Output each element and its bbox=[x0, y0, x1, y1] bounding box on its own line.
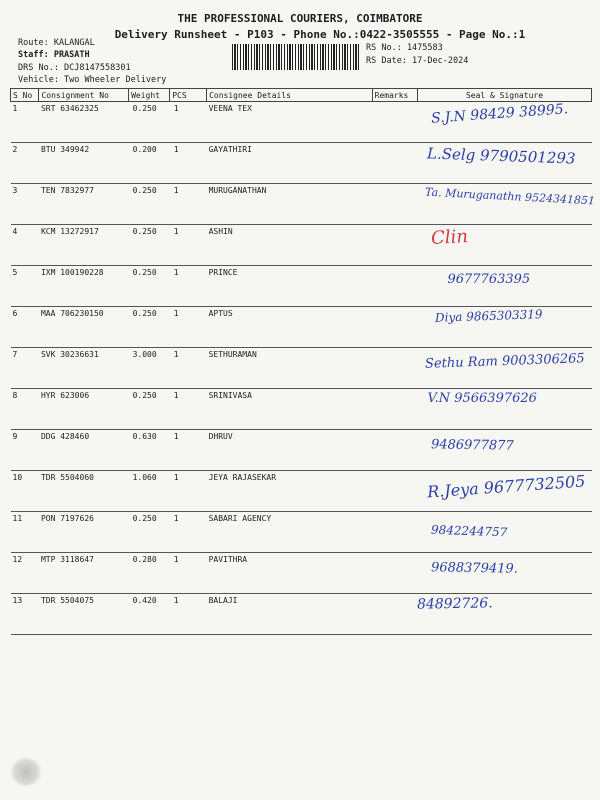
cell-pcs: 1 bbox=[170, 512, 207, 553]
cell-consignment: TDR 5504075 bbox=[39, 594, 129, 635]
cell-remarks bbox=[372, 471, 417, 512]
cell-pcs: 1 bbox=[170, 225, 207, 266]
cell-signature bbox=[417, 102, 591, 143]
cell-sno: 9 bbox=[11, 430, 39, 471]
cell-remarks bbox=[372, 348, 417, 389]
table-row bbox=[11, 266, 592, 307]
drs-number: DRS No.: DCJ8147558301 bbox=[18, 63, 131, 73]
cell-remarks bbox=[372, 307, 417, 348]
route-label: Route: KALANGAL bbox=[18, 38, 95, 48]
cell-consignee: PAVITHRA bbox=[207, 553, 373, 594]
cell-consignee: SABARI AGENCY bbox=[207, 512, 373, 553]
ink-smudge bbox=[8, 758, 44, 786]
table-row bbox=[11, 389, 592, 430]
cell-consignment: TEN 7832977 bbox=[39, 184, 129, 225]
col-header-consignment: Consignment No bbox=[39, 89, 129, 102]
staff-label: Staff: PRASATH bbox=[18, 50, 90, 60]
cell-pcs: 1 bbox=[170, 348, 207, 389]
cell-pcs: 1 bbox=[170, 184, 207, 225]
col-header-signature: Seal & Signature bbox=[417, 89, 591, 102]
cell-consignee: ASHIN bbox=[207, 225, 373, 266]
cell-consignee: PRINCE bbox=[207, 266, 373, 307]
cell-sno: 2 bbox=[11, 143, 39, 184]
cell-consignee: DHRUV bbox=[207, 430, 373, 471]
handwritten-signature: Sethu Ram 9003306265 bbox=[425, 351, 586, 372]
cell-sno: 6 bbox=[11, 307, 39, 348]
table-row bbox=[11, 307, 592, 348]
rs-date: RS Date: 17-Dec-2024 bbox=[366, 56, 469, 66]
cell-sno: 7 bbox=[11, 348, 39, 389]
cell-sno: 8 bbox=[11, 389, 39, 430]
handwritten-signature: 9486977877 bbox=[431, 437, 515, 454]
cell-pcs: 1 bbox=[170, 594, 207, 635]
table-row bbox=[11, 184, 592, 225]
cell-pcs: 1 bbox=[170, 389, 207, 430]
cell-sno: 11 bbox=[11, 512, 39, 553]
cell-remarks bbox=[372, 184, 417, 225]
cell-consignee: BALAJI bbox=[207, 594, 373, 635]
vehicle-label: Vehicle: Two Wheeler Delivery bbox=[18, 75, 167, 85]
table-row bbox=[11, 348, 592, 389]
col-header-weight: Weight bbox=[129, 89, 170, 102]
table-row bbox=[11, 143, 592, 184]
cell-weight: 0.250 bbox=[129, 225, 170, 266]
runsheet-table bbox=[10, 88, 596, 635]
table-row bbox=[11, 512, 592, 553]
cell-consignment: IXM 100190228 bbox=[39, 266, 129, 307]
cell-consignment: MAA 706230150 bbox=[39, 307, 129, 348]
cell-weight: 0.200 bbox=[129, 143, 170, 184]
cell-consignment: SVK 30236631 bbox=[39, 348, 129, 389]
cell-signature bbox=[417, 225, 591, 266]
cell-consignment: MTP 3118647 bbox=[39, 553, 129, 594]
cell-weight: 0.420 bbox=[129, 594, 170, 635]
cell-consignment: HYR 623006 bbox=[39, 389, 129, 430]
table-row bbox=[11, 553, 592, 594]
cell-consignee: VEENA TEX bbox=[207, 102, 373, 143]
cell-weight: 0.280 bbox=[129, 553, 170, 594]
cell-signature bbox=[417, 512, 591, 553]
cell-signature bbox=[417, 266, 591, 307]
cell-remarks bbox=[372, 225, 417, 266]
cell-consignment: SRT 63462325 bbox=[39, 102, 129, 143]
cell-sno: 10 bbox=[11, 471, 39, 512]
cell-signature bbox=[417, 430, 591, 471]
cell-signature bbox=[417, 184, 596, 225]
cell-consignee: SETHURAMAN bbox=[207, 348, 373, 389]
cell-weight: 3.000 bbox=[129, 348, 170, 389]
cell-pcs: 1 bbox=[170, 471, 207, 512]
handwritten-signature: 9842244757 bbox=[431, 522, 509, 540]
cell-weight: 0.250 bbox=[129, 266, 170, 307]
cell-signature bbox=[417, 553, 591, 594]
cell-remarks bbox=[372, 389, 417, 430]
rs-number: RS No.: 1475583 bbox=[366, 43, 443, 53]
cell-pcs: 1 bbox=[170, 102, 207, 143]
cell-sno: 13 bbox=[11, 594, 39, 635]
cell-pcs: 1 bbox=[170, 307, 207, 348]
cell-signature bbox=[417, 471, 591, 512]
cell-signature bbox=[417, 143, 591, 184]
cell-consignee: SRINIVASA bbox=[207, 389, 373, 430]
cell-weight: 0.250 bbox=[129, 512, 170, 553]
cell-weight: 0.250 bbox=[129, 307, 170, 348]
cell-weight: 0.250 bbox=[129, 102, 170, 143]
cell-pcs: 1 bbox=[170, 553, 207, 594]
cell-consignment: KCM 13272917 bbox=[39, 225, 129, 266]
table-row bbox=[11, 102, 592, 143]
cell-weight: 1.060 bbox=[129, 471, 170, 512]
col-header-details: Consignee Details bbox=[207, 89, 373, 102]
table-row bbox=[11, 225, 592, 266]
col-header-sno: S No bbox=[11, 89, 39, 102]
cell-consignee: JEYA RAJASEKAR bbox=[207, 471, 373, 512]
cell-sno: 1 bbox=[11, 102, 39, 143]
cell-remarks bbox=[372, 430, 417, 471]
handwritten-signature: Diya 9865303319 bbox=[435, 307, 544, 325]
cell-consignment: TDR 5504060 bbox=[39, 471, 129, 512]
handwritten-signature: S.J.N 98429 38995. bbox=[431, 101, 570, 127]
cell-consignment: PON 7197626 bbox=[39, 512, 129, 553]
cell-consignee: GAYATHIRI bbox=[207, 143, 373, 184]
col-header-remarks: Remarks bbox=[372, 89, 417, 102]
cell-sno: 3 bbox=[11, 184, 39, 225]
barcode-image bbox=[232, 44, 360, 70]
handwritten-signature: R.Jeya 9677732505 bbox=[426, 471, 587, 502]
table-row bbox=[11, 594, 592, 635]
cell-remarks bbox=[372, 143, 417, 184]
cell-weight: 0.250 bbox=[129, 389, 170, 430]
cell-remarks bbox=[372, 594, 417, 635]
handwritten-signature: 9677763395 bbox=[447, 272, 531, 287]
runsheet-subtitle: Delivery Runsheet - P103 - Phone No.:0422-3505555 - Page No.:1 bbox=[114, 28, 526, 41]
cell-pcs: 1 bbox=[170, 430, 207, 471]
cell-consignment: DDG 428460 bbox=[39, 430, 129, 471]
cell-remarks bbox=[372, 553, 417, 594]
cell-pcs: 1 bbox=[170, 143, 207, 184]
cell-pcs: 1 bbox=[170, 266, 207, 307]
handwritten-signature: 84892726. bbox=[417, 595, 494, 613]
handwritten-signature: V.N 9566397626 bbox=[427, 391, 537, 406]
table-row bbox=[11, 471, 592, 512]
cell-signature bbox=[417, 307, 591, 348]
table-row bbox=[11, 430, 592, 471]
company-title: THE PROFESSIONAL COURIERS, COIMBATORE bbox=[177, 12, 423, 25]
cell-signature bbox=[417, 389, 591, 430]
handwritten-signature: Clin bbox=[430, 226, 469, 249]
col-header-pcs: PCS bbox=[170, 89, 207, 102]
cell-weight: 0.630 bbox=[129, 430, 170, 471]
cell-remarks bbox=[372, 266, 417, 307]
cell-consignee: MURUGANATHAN bbox=[207, 184, 373, 225]
cell-signature bbox=[417, 594, 591, 635]
cell-weight: 0.250 bbox=[129, 184, 170, 225]
cell-consignment: BTU 349942 bbox=[39, 143, 129, 184]
cell-sno: 4 bbox=[11, 225, 39, 266]
cell-remarks bbox=[372, 102, 417, 143]
cell-remarks bbox=[372, 512, 417, 553]
table-header-row bbox=[11, 89, 592, 102]
handwritten-signature: 9688379419. bbox=[431, 560, 519, 577]
cell-signature bbox=[417, 348, 591, 389]
handwritten-signature: L.Selg 9790501293 bbox=[427, 144, 577, 168]
cell-sno: 12 bbox=[11, 553, 39, 594]
cell-consignee: APTUS bbox=[207, 307, 373, 348]
cell-sno: 5 bbox=[11, 266, 39, 307]
handwritten-signature: Ta. Muruganathn 9524341851 bbox=[425, 185, 596, 208]
